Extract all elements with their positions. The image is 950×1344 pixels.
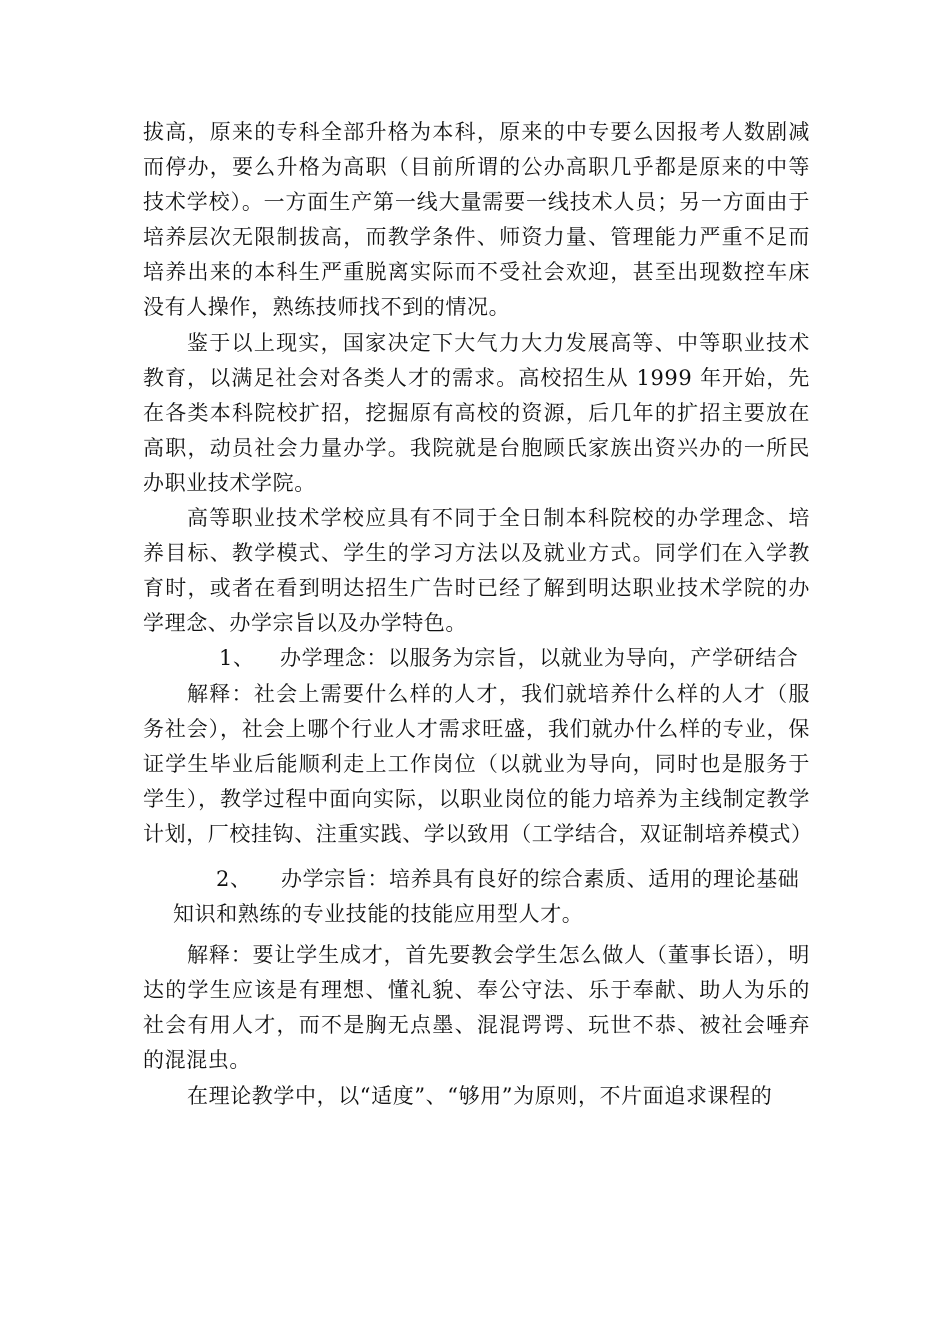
paragraph-philosophy-explanation: 解释：社会上需要什么样的人才，我们就培养什么样的人才（服务社会），社会上哪个行业人才需求旺盛，我们就办什么样的专业，保证学生毕业后能顺利走上工作岗位（以就业为导向，同时也是服务于学生），教学过程中面向实际，以职业岗位的能力培养为主线制定教学计划，厂校挂钩、注重实践、学以致用（工学结合，双证制培养模式） (143, 681, 813, 846)
paragraph-continuation: 拔高，原来的专科全部升格为本科，原来的中专要么因报考人数剧减而停办，要么升格为高职（目前所谓的公办高职几乎都是原来的中等技术学校）。一方面生产第一线大量需要一线技术人员；另一方面由于培养层次无限制拔高，而教学条件、师资力量、管理能力严重不足而培养出来的本科生严重脱离实际而不受社会欢迎，甚至出现数控车床没有人操作，熟练技师找不到的情况。 (143, 120, 810, 320)
list-item-philosophy (143, 641, 810, 676)
paragraph-purpose-explanation: 解释：要让学生成才，首先要教会学生怎么做人（董事长语），明达的学生应该是有理想、懂礼貌、奉公守法、乐于奉献、助人为乐的社会有用人才，而不是胸无点墨、混混谔谔、玩世不恭、被社会唾弃的混混虫。 (143, 943, 810, 1073)
list-number: 1、 (219, 646, 255, 671)
paragraph-vocational-school: 高等职业技术学校应具有不同于全日制本科院校的办学理念、培养目标、教学模式、学生的学习方法以及就业方式。同学们在入学教育时，或者在看到明达招生广告时已经了解到明达职业技术学院的办学理念、办学宗旨以及办学特色。 (143, 506, 810, 636)
document-body (143, 115, 813, 1114)
list-item-purpose (143, 862, 810, 897)
list-item-continuation: 知识和熟练的专业技能的技能应用型人才。 (173, 902, 584, 927)
paragraph-theory-teaching: 在理论教学中，以“适度”、“够用”为原则，不片面追求课程的 (187, 1083, 773, 1108)
list-number: 2、 (216, 866, 252, 891)
list-item-text: 办学宗旨：培养具有良好的综合素质、适用的理论基础 (281, 866, 800, 891)
list-item-text: 办学理念：以服务为宗旨，以就业为导向，产学研结合 (280, 646, 799, 671)
paragraph-national-policy: 鉴于以上现实，国家决定下大气力大力发展高等、中等职业技术教育，以满足社会对各类人才的需求。高校招生从 1999 年开始，先在各类本科院校扩招，挖掘原有高校的资源，后几年的扩招主要放在高职，动员社会力量办学。我院就是台胞顾氏家族出资兴办的一所民办职业技术学院。 (143, 330, 810, 495)
